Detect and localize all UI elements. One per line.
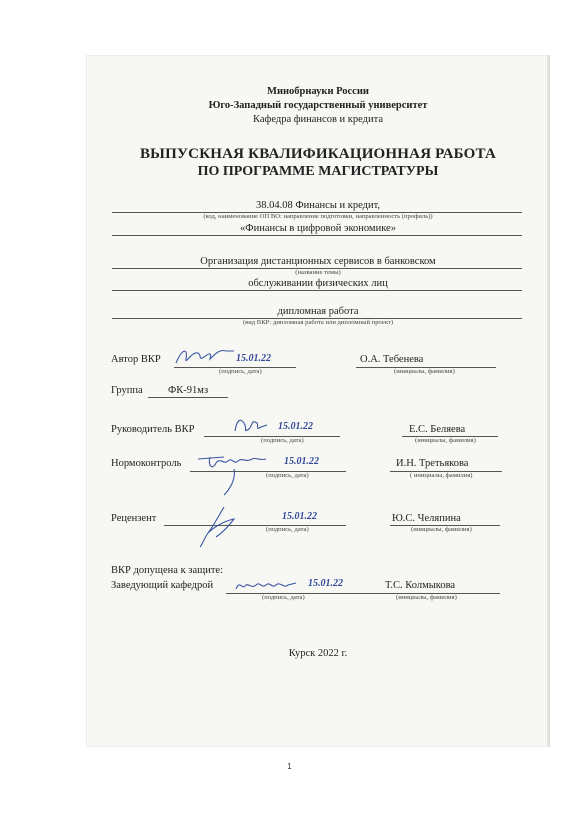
- head-signature: [234, 577, 298, 595]
- norm-control-name: И.Н. Третьякова: [396, 458, 469, 469]
- author-name: О.А. Тебенева: [360, 354, 424, 365]
- topic-title-line1: Организация дистанционных сервисов в банковском: [200, 256, 436, 267]
- topic-caption: (название темы): [295, 269, 341, 276]
- group-value: ФК-91мз: [168, 385, 209, 396]
- group-line: [148, 397, 228, 398]
- reviewer-name-caption: (инициалы, фамилия): [411, 526, 472, 533]
- page-number: 1: [287, 762, 292, 771]
- supervisor-label: Руководитель ВКР: [111, 424, 195, 435]
- reviewer-name: Ю.С. Челяпина: [392, 513, 461, 524]
- document-subtitle: ПО ПРОГРАММЕ МАГИСТРАТУРЫ: [197, 164, 439, 179]
- reviewer-label: Рецензент: [111, 513, 157, 524]
- reviewer-sign-line: [164, 525, 346, 526]
- author-label: Автор ВКР: [111, 354, 161, 365]
- ministry-name: Минобрнауки России: [267, 86, 369, 97]
- reviewer-signature: [194, 503, 244, 549]
- work-type-caption: (вид ВКР: дипломная работа или дипломный проект): [242, 319, 394, 326]
- author-signature: [174, 345, 238, 369]
- program-profile-line: [112, 235, 522, 236]
- author-sign-caption: (подпись, дата): [219, 368, 262, 375]
- department-name: Кафедра финансов и кредита: [253, 114, 383, 125]
- reviewer-sign-date: 15.01.22: [282, 511, 317, 522]
- city-year: Курск 2022 г.: [288, 648, 348, 659]
- head-sign-date: 15.01.22: [308, 578, 343, 589]
- supervisor-sign-caption: (подпись, дата): [261, 437, 304, 444]
- topic-line-2: [112, 290, 522, 291]
- topic-title-line2: обслуживании физических лиц: [248, 278, 388, 289]
- norm-control-name-caption: ( инициалы, фамилия): [410, 472, 473, 479]
- head-sign-caption: (подпись, дата): [262, 594, 305, 601]
- supervisor-sign-date: 15.01.22: [278, 421, 313, 432]
- norm-control-sign-date: 15.01.22: [284, 456, 319, 467]
- head-of-department-label: Заведующий кафедрой: [111, 580, 214, 591]
- group-label: Группа: [111, 385, 143, 396]
- program-code-caption: (код, наименование ОП ВО: направление подготовки, направленность (профиль)): [203, 213, 433, 220]
- author-sign-date: 15.01.22: [236, 353, 271, 364]
- university-name: Юго-Западный государственный университет: [208, 100, 428, 111]
- scanned-title-page: [86, 55, 550, 747]
- norm-control-sign-caption: (подпись, дата): [266, 472, 309, 479]
- reviewer-sign-caption: (подпись, дата): [266, 526, 309, 533]
- supervisor-name-caption: (инициалы, фамилия): [415, 437, 476, 444]
- program-profile: «Финансы в цифровой экономике»: [240, 223, 396, 234]
- supervisor-signature: [231, 413, 271, 437]
- author-name-caption: (инициалы, фамилия): [394, 368, 455, 375]
- supervisor-name: Е.С. Беляева: [409, 424, 466, 435]
- program-code: 38.04.08 Финансы и кредит,: [255, 200, 381, 211]
- head-name-caption: (инициалы, фамилия): [396, 594, 457, 601]
- norm-control-label: Нормоконтроль: [111, 458, 182, 469]
- admission-heading: ВКР допущена к защите:: [111, 565, 223, 576]
- head-name: Т.С. Колмыкова: [385, 580, 456, 591]
- document-title: ВЫПУСКНАЯ КВАЛИФИКАЦИОННАЯ РАБОТА: [139, 146, 497, 162]
- work-type: дипломная работа: [277, 306, 359, 317]
